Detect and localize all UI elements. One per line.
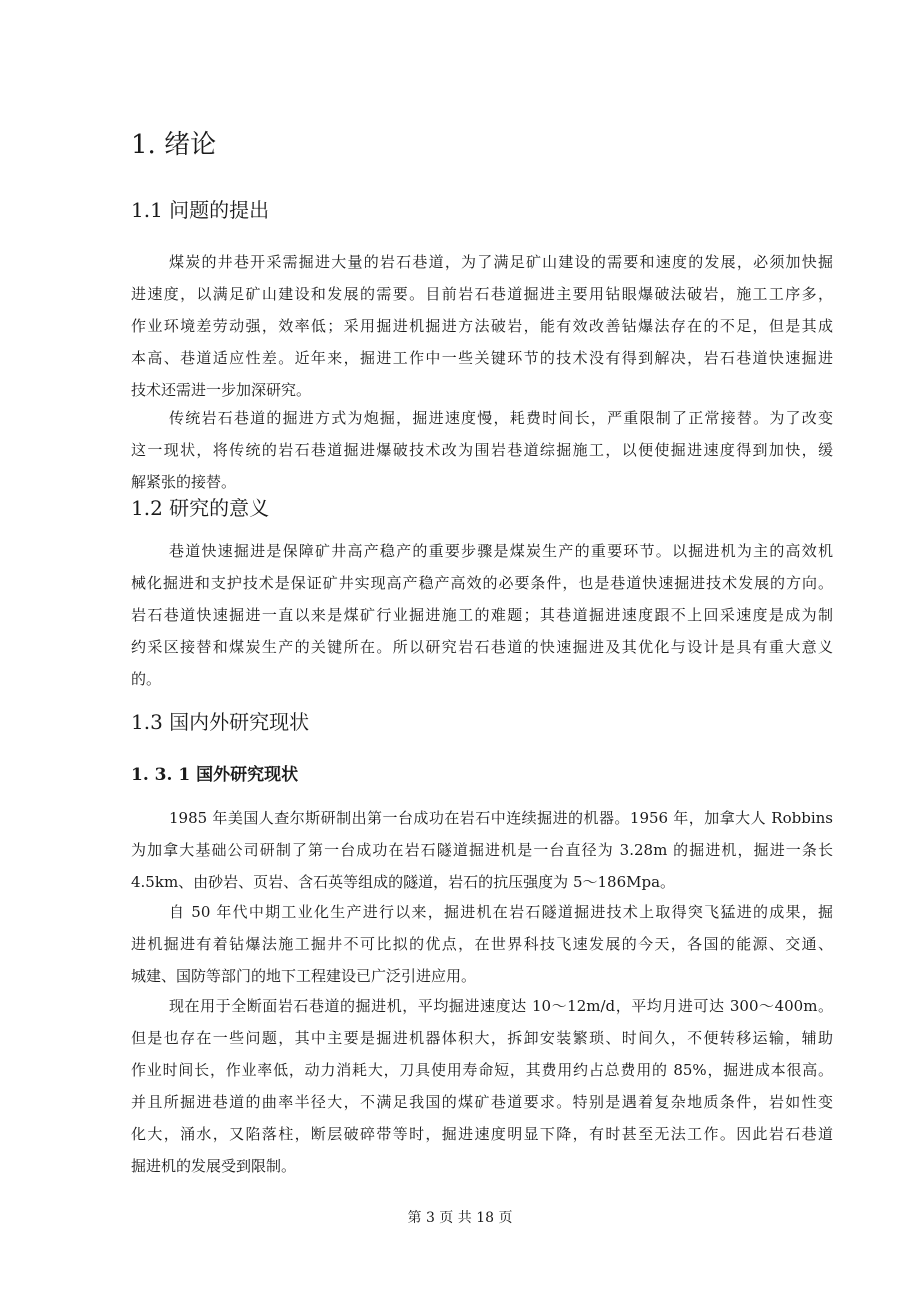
text-line: 本高、巷道适应性差。近年来，掘进工作中一些关键环节的技术没有得到解决，岩石巷道快速掘进 [131, 349, 833, 367]
paragraph-1-1-a [131, 246, 833, 406]
paragraph-1-3-1-c [131, 990, 833, 1182]
text-line: 1985 年美国人查尔斯研制出第一台成功在岩石中连续掘进的机器。1956 年，加拿大人 Robbins [169, 809, 833, 827]
section-heading-1-1: 1.1 问题的提出 [131, 198, 270, 222]
text-line: 传统岩石巷道的掘进方式为炮掘，掘进速度慢，耗费时间长，严重限制了正常接替。为了改变 [169, 409, 833, 427]
text-line: 这一现状，将传统的岩石巷道掘进爆破技术改为围岩巷道综掘施工，以便使掘进速度得到加快，缓 [131, 441, 833, 459]
text-line: 4.5km、由砂岩、页岩、含石英等组成的隧道，岩石的抗压强度为 5～186Mpa。 [131, 873, 676, 891]
text-line: 进速度，以满足矿山建设和发展的需要。目前岩石巷道掘进主要用钻眼爆破法破岩，施工工序多， [131, 285, 833, 303]
text-line: 进机掘进有着钻爆法施工掘井不可比拟的优点，在世界科技飞速发展的今天，各国的能源、交通、 [131, 935, 833, 953]
paragraph-1-2 [131, 535, 833, 695]
paragraph-1-3-1-a [131, 802, 833, 898]
text-line: 约采区接替和煤炭生产的关键所在。所以研究岩石巷道的快速掘进及其优化与设计是具有重大意义 [131, 638, 833, 656]
paragraph-1-1-b [131, 402, 833, 498]
text-line: 为加拿大基础公司研制了第一台成功在岩石隧道掘进机是一台直径为 3.28m 的掘进机，掘进一条长 [131, 841, 833, 859]
text-line: 但是也存在一些问题，其中主要是掘进机器体积大，拆卸安装繁琐、时间久，不便转移运输，辅助 [131, 1029, 833, 1047]
section-heading-1-3: 1.3 国内外研究现状 [131, 710, 310, 734]
text-line: 的。 [131, 670, 162, 688]
text-line: 煤炭的井巷开采需掘进大量的岩石巷道，为了满足矿山建设的需要和速度的发展，必须加快掘 [169, 253, 833, 271]
text-line: 掘进机的发展受到限制。 [131, 1157, 297, 1175]
text-line: 化大，涌水，又陷落柱，断层破碎带等时，掘进速度明显下降，有时甚至无法工作。因此岩石巷道 [131, 1125, 833, 1143]
paragraph-1-3-1-b [131, 896, 833, 992]
text-line: 现在用于全断面岩石巷道的掘进机，平均掘进速度达 10～12m/d，平均月进可达 300～400m。 [169, 997, 833, 1015]
subsection-heading-1-3-1: 1. 3. 1 国外研究现状 [131, 765, 299, 785]
chapter-title: 1. 绪论 [131, 130, 217, 160]
section-heading-1-2: 1.2 研究的意义 [131, 496, 270, 520]
text-line: 并且所掘进巷道的曲率半径大，不满足我国的煤矿巷道要求。特别是遇着复杂地质条件，岩如性变 [131, 1093, 833, 1111]
text-line: 作业环境差劳动强，效率低；采用掘进机掘进方法破岩，能有效改善钻爆法存在的不足，但是其成 [131, 317, 833, 335]
text-line: 巷道快速掘进是保障矿井高产稳产的重要步骤是煤炭生产的重要环节。以掘进机为主的高效机 [169, 542, 833, 560]
text-line: 岩石巷道快速掘进一直以来是煤矿行业掘进施工的难题；其巷道掘进速度跟不上回采速度是成为制 [131, 606, 833, 624]
text-line: 技术还需进一步加深研究。 [131, 381, 312, 399]
page-number-footer: 第 3 页 共 18 页 [407, 1210, 513, 1226]
text-line: 自 50 年代中期工业化生产进行以来，掘进机在岩石隧道掘进技术上取得突飞猛进的成果，掘 [169, 903, 833, 921]
text-line: 械化掘进和支护技术是保证矿井实现高产稳产高效的必要条件，也是巷道快速掘进技术发展的方向。 [131, 574, 833, 592]
text-line: 作业时间长，作业率低，动力消耗大，刀具使用寿命短，其费用约占总费用的 85%，掘进成本很高。 [131, 1061, 833, 1079]
text-line: 城建、国防等部门的地下工程建设已广泛引进应用。 [131, 967, 477, 985]
text-line: 解紧张的接替。 [131, 473, 237, 491]
